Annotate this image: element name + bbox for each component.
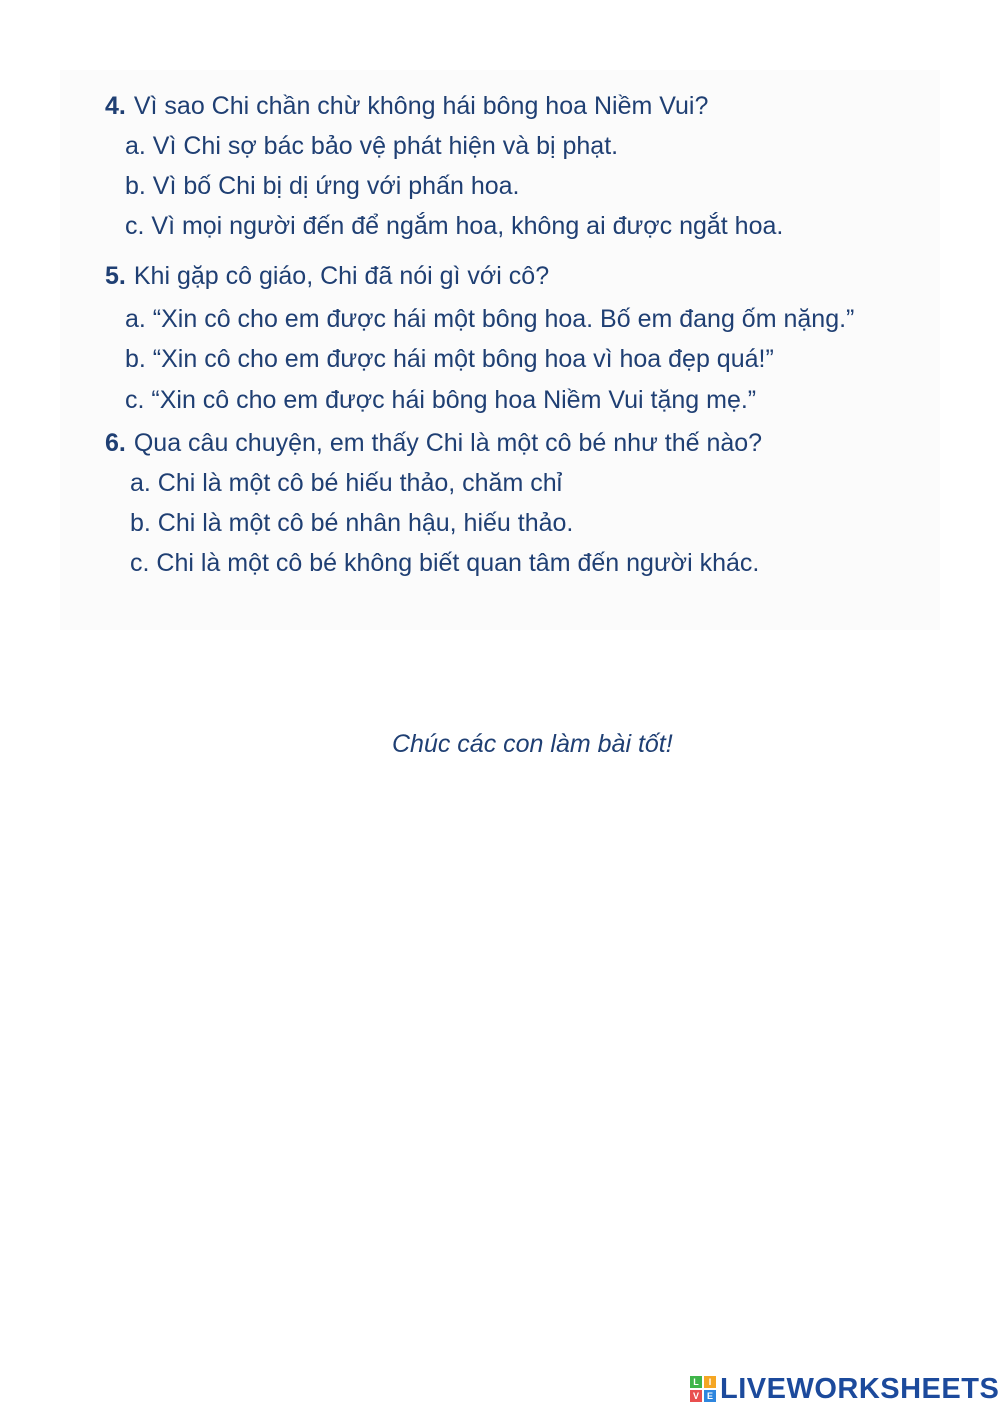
logo-square-i: I [704, 1376, 716, 1388]
question-4-option-a: a. Vì Chi sợ bác bảo vệ phát hiện và bị phạt. [125, 132, 619, 160]
liveworksheets-logo [690, 1372, 999, 1406]
question-number: 5. [105, 262, 126, 290]
question-text: Vì sao Chi chần chừ không hái bông hoa Niềm Vui? [133, 92, 709, 120]
question-4-option-c: c. Vì mọi người đến để ngắm hoa, không ai được ngắt hoa. [125, 212, 784, 240]
question-5-option-b: b. “Xin cô cho em được hái một bông hoa vì hoa đẹp quá!” [125, 345, 774, 373]
liveworksheets-logo-icon [690, 1376, 716, 1402]
question-5 [105, 260, 549, 292]
question-5-option-c: c. “Xin cô cho em được hái bông hoa Niềm Vui tặng mẹ.” [125, 386, 757, 414]
question-5-option-a: a. “Xin cô cho em được hái một bông hoa. Bố em đang ốm nặng.” [125, 305, 855, 333]
question-6-option-b: b. Chi là một cô bé nhân hậu, hiếu thảo. [130, 509, 574, 537]
logo-square-l: L [690, 1376, 702, 1388]
question-text: Qua câu chuyện, em thấy Chi là một cô bé như thế nào? [133, 429, 763, 457]
question-number: 4. [105, 92, 126, 120]
question-number: 6. [105, 429, 126, 457]
question-text: Khi gặp cô giáo, Chi đã nói gì với cô? [133, 262, 550, 290]
closing-message: Chúc các con làm bài tốt! [392, 730, 673, 758]
question-4 [105, 90, 708, 122]
question-6-option-c: c. Chi là một cô bé không biết quan tâm đến người khác. [130, 549, 760, 577]
question-4-option-b: b. Vì bố Chi bị dị ứng với phấn hoa. [125, 172, 520, 200]
question-6 [105, 427, 762, 459]
logo-square-v: V [690, 1390, 702, 1402]
logo-square-e: E [704, 1390, 716, 1402]
logo-wordmark: LIVEWORKSHEETS [720, 1372, 999, 1405]
question-6-option-a: a. Chi là một cô bé hiếu thảo, chăm chỉ [130, 469, 563, 497]
